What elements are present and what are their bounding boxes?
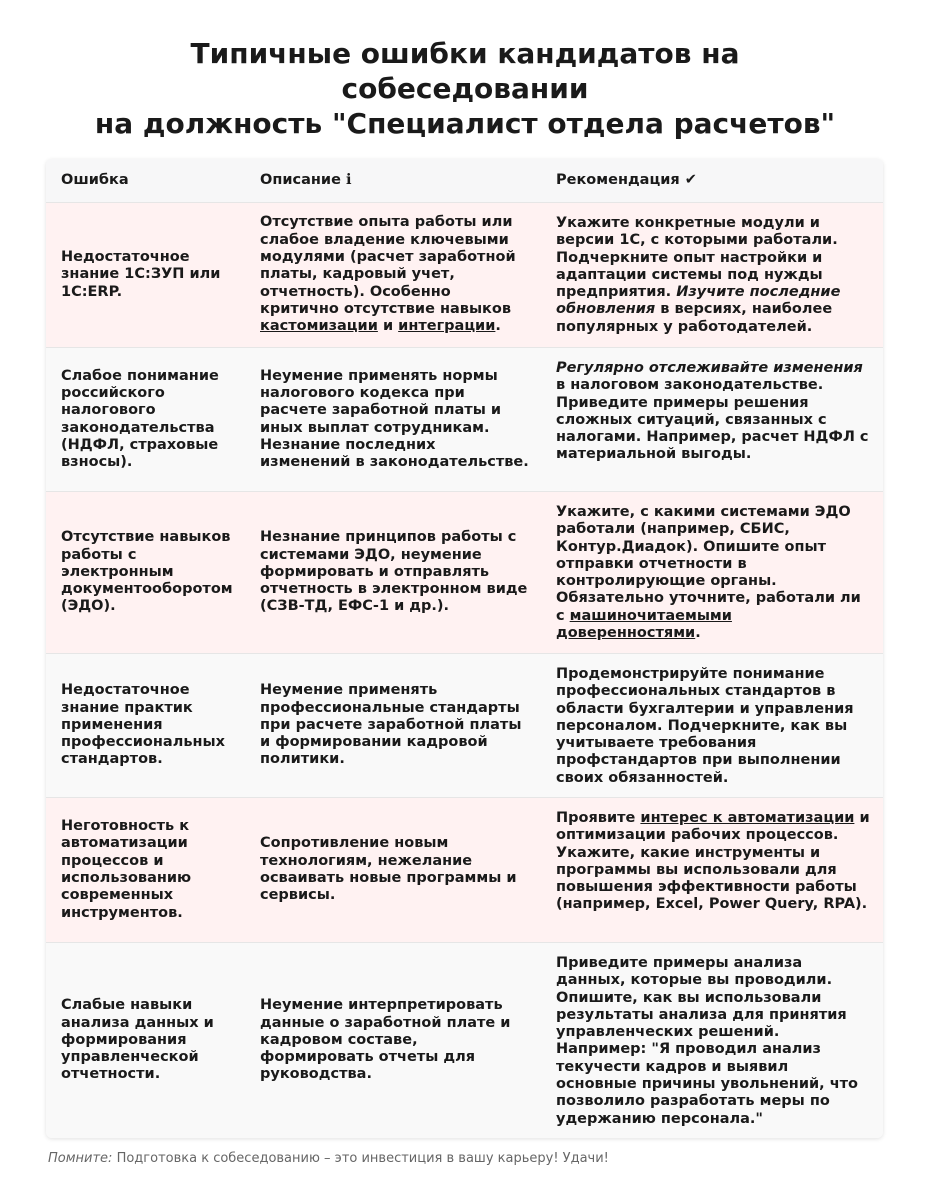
table-row <box>46 202 883 347</box>
error-cell: Слабые навыки анализа данных и формирования управленческой отчетности. <box>61 997 214 1083</box>
error-cell: Слабое понимание российского налогового законодательства (НДФЛ, страховые взносы). <box>61 367 219 471</box>
description-cell: Отсутствие опыта работы или слабое владение ключевыми модулями (расчет заработной платы, кадровый учет, отчетность). Особенно критично отсутствие навыков кастомизации и интеграции. <box>260 214 516 335</box>
page-title <box>0 36 930 141</box>
title-line-3: на должность "Специалист отдела расчетов" <box>94 107 836 140</box>
highlight-customization: кастомизации <box>260 318 378 335</box>
error-cell: Недостаточное знание 1С:ЗУП или 1С:ERP. <box>61 249 221 300</box>
header-error: Ошибка <box>61 171 129 188</box>
header-recommendation: Рекомендация ✔ <box>556 171 697 188</box>
title-line-2: собеседовании <box>341 72 589 105</box>
recommendation-cell: Укажите конкретные модули и версии 1С, с которыми работали. Подчеркните опыт настройки и адаптации системы под нужды предприятия. Изучите последние обновления в версиях, наиболее популярных у работодателей. <box>556 215 841 335</box>
recommendation-cell: Укажите, с какими системами ЭДО работали (например, СБИС, Контур.Диадок). Опишите опыт отправки отчетности в контролирующие органы. Обязательно уточните, работали ли с машиночитаемыми доверенностями. <box>556 504 861 642</box>
recommendation-cell: Проявите интерес к автоматизации и оптимизации рабочих процессов. Укажите, какие инструменты и программы вы использовали для повышения эффективности работы (например, Excel, Power Query, RPA). <box>556 810 870 913</box>
recommendation-cell: Продемонстрируйте понимание профессиональных стандартов в области бухгалтерии и управления персоналом. Подчеркните, как вы учитываете требования профстандартов при выполнении своих обязанностей. <box>556 666 854 786</box>
description-cell: Неумение применять нормы налогового кодекса при расчете заработной платы и иных выплат сотрудникам. Незнание последних изменений в законодательстве. <box>260 367 529 471</box>
info-icon: ℹ <box>345 171 352 188</box>
description-cell: Неумение интерпретировать данные о заработной плате и кадровом составе, формировать отчеты для руководства. <box>260 997 511 1083</box>
error-cell: Отсутствие навыков работы с электронным документооборотом (ЭДО). <box>61 529 233 615</box>
recommendation-cell: Регулярно отслеживайте изменения в налоговом законодательстве. Приведите примеры решения сложных ситуаций, связанных с налогами. Например, расчет НДФЛ с материальной выгоды. <box>556 360 869 463</box>
table-row <box>46 942 883 1138</box>
error-cell: Недостаточное знание практик применения профессиональных стандартов. <box>61 682 225 768</box>
title-line-1: Типичные ошибки кандидатов на <box>190 37 740 70</box>
footer-label: Помните: <box>48 1151 113 1166</box>
table-row <box>46 797 883 942</box>
check-icon: ✔ <box>684 171 697 188</box>
header-description: Описание ℹ <box>260 171 352 188</box>
footer-note <box>48 1151 609 1166</box>
emphasis-updates: Изучите последние обновления <box>556 284 841 318</box>
highlight-integration: интеграции <box>398 318 496 335</box>
description-cell: Сопротивление новым технологиям, нежелание осваивать новые программы и сервисы. <box>260 835 517 904</box>
emphasis-track-changes: Регулярно отслеживайте изменения <box>556 360 863 376</box>
highlight-poa: машиночитаемыми доверенностями <box>556 607 732 642</box>
table-row <box>46 653 883 797</box>
highlight-automation: интерес к автоматизации <box>640 810 855 826</box>
recommendation-cell: Приведите примеры анализа данных, которые вы проводили. Опишите, как вы использовали результаты анализа для принятия управленческих решений. Например: "Я проводил анализ текучести кадров и выявил основные причины увольнений, что позволило разработать меры по удержанию персонала." <box>556 955 859 1127</box>
description-cell: Незнание принципов работы с системами ЭДО, неумение формировать и отправлять отчетность в электронном виде (СЗВ-ТД, ЕФС-1 и др.). <box>260 529 528 615</box>
description-cell: Неумение применять профессиональные стандарты при расчете заработной платы и формировании кадровой политики. <box>260 682 522 768</box>
errors-table <box>46 159 883 1138</box>
table-header <box>46 159 883 202</box>
table-row <box>46 347 883 491</box>
error-cell: Неготовность к автоматизации процессов и использованию современных инструментов. <box>61 818 192 921</box>
table-row <box>46 491 883 653</box>
footer-text: Подготовка к собеседованию – это инвестиция в вашу карьеру! Удачи! <box>112 1151 609 1166</box>
